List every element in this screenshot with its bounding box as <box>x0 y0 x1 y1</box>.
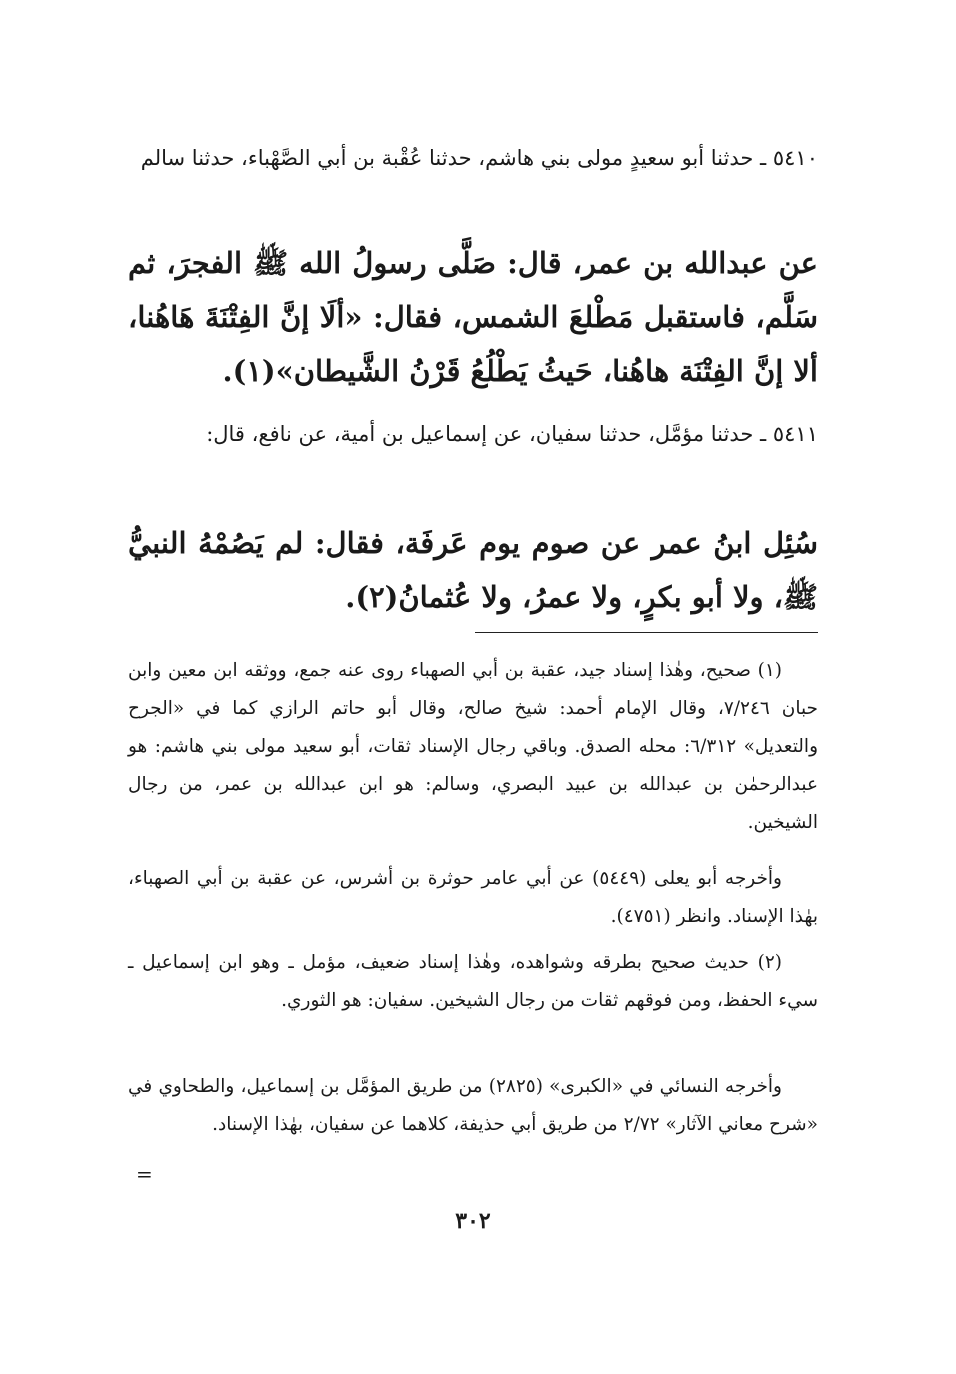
continuation-mark: = <box>136 1162 153 1186</box>
hadith-5410-isnad: ٥٤١٠ ـ حدثنا أبو سعيدٍ مولى بني هاشم، حدثنا عُقْبة بن أبي الصَّهْباء، حدثنا سالم <box>140 146 818 170</box>
footnote-2-extra-text: وأخرجه النسائي في «الكبرى» (٢٨٢٥) من طريق المؤمَّل بن إسماعيل، والطحاوي في «شرح معاني الآثار» ٢/٧٢ من طريق أبي حذيفة، كلاهما عن سفيان، بهٰذا الإسناد. <box>128 1076 818 1135</box>
footnote-1-text: (١) صحيح، وهٰذا إسناد جيد، عقبة بن أبي الصهباء روى عنه جمع، ووثقه ابن معين وابن حبان ٧/٢٤٦، وقال الإمام أحمد: شيخ صالح، وقال أبو حاتم الرازي كما في «الجرح والتعديل» ٦/٣١٢: محله الصدق. وباقي رجال الإسناد ثقات، أبو سعيد مولى بني هاشم: هو عبدالرحمٰن بن عبدالله بن عبيد البصري، وسالم: هو ابن عبدالله بن عمر، من رجال الشيخين. <box>128 660 819 833</box>
footnote-1-extra <box>128 860 818 936</box>
footnote-2-extra <box>128 1068 818 1144</box>
hadith-5411-isnad: ٥٤١١ ـ حدثنا مؤمَّل، حدثنا سفيان، عن إسماعيل بن أمية، عن نافع، قال: <box>206 422 818 446</box>
book-page <box>128 0 818 1374</box>
footnote-divider <box>475 632 818 633</box>
page-number: ٣٠٢ <box>455 1208 491 1234</box>
hadith-5411-matn: سُئِل ابنُ عمر عن صوم يوم عَرفَة، فقال: لم يَصُمْهُ النبيُّ ﷺ، ولا أبو بكرٍ، ولا عمرُ، ولا عُثمانُ(٢). <box>128 526 818 614</box>
hadith-5410-matn: عن عبدالله بن عمر، قال: صَلَّى رسولُ الله ﷺ الفجرَ، ثم سَلَّم، فاستقبل مَطْلعَ الشمس، فقال: «ألَا إنَّ الفِتْنَةَ هَاهُنا، ألا إنَّ الفِتْنَة هاهُنا، حَيثُ يَطْلُعُ قَرْنُ الشَّيطان»(١). <box>128 246 818 388</box>
footnote-2 <box>128 944 818 1020</box>
footnote-1 <box>128 652 818 842</box>
footnote-2-text: (٢) حديث صحيح بطرقه وشواهده، وهٰذا إسناد ضعيف، مؤمل ـ وهو ابن إسماعيل ـ سيء الحفظ، ومن فوقهم ثقات من رجال الشيخين. سفيان: هو الثوري. <box>128 952 818 1011</box>
footnote-1-extra-text: وأخرجه أبو يعلى (٥٤٤٩) عن أبي عامر حوثرة بن أشرس، عن عقبة بن أبي الصهباء، بهٰذا الإسناد. وانظر (٤٧٥١). <box>128 868 818 927</box>
